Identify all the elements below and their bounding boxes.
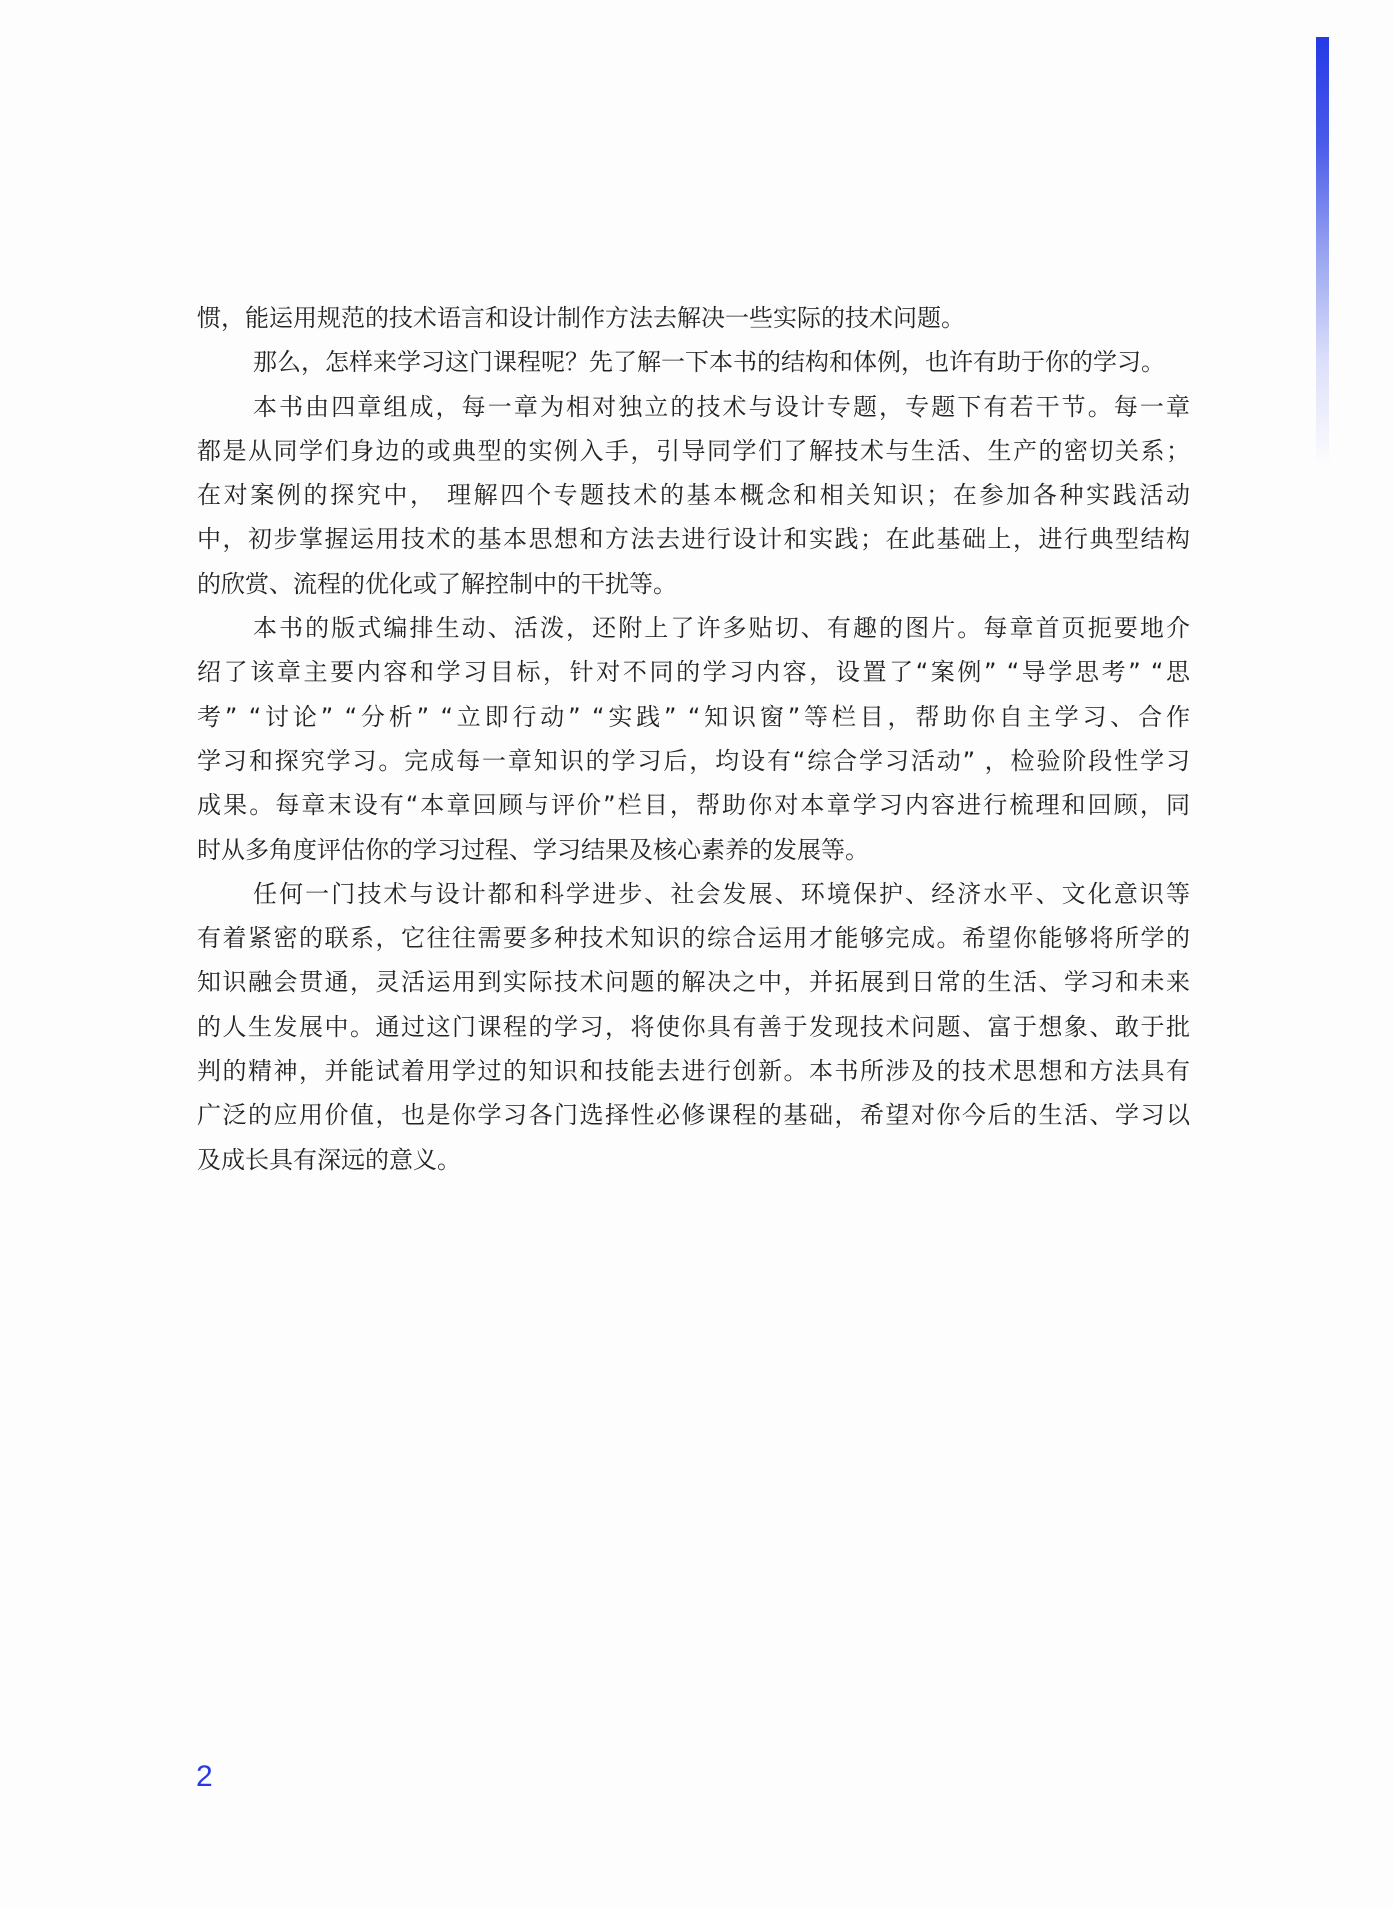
text-line: 知识融会贯通，灵活运用到实际技术问题的解决之中，并拓展到日常的生活、学习和未来	[197, 968, 1190, 997]
text-line: 成果。每章末设有“本章回顾与评价”栏目，帮助你对本章学习内容进行梳理和回顾，同	[197, 791, 1190, 820]
body-text	[197, 296, 1190, 1182]
paragraph	[197, 296, 1190, 340]
text-line: 的欣赏、流程的优化或了解控制中的干扰等。	[197, 569, 677, 598]
text-line: 的人生发展中。通过这门课程的学习，将使你具有善于发现技术问题、富于想象、敢于批	[197, 1012, 1190, 1041]
text-line: 及成长具有深远的意义。	[197, 1145, 461, 1174]
text-line: 广泛的应用价值，也是你学习各门选择性必修课程的基础，希望对你今后的生活、学习以	[197, 1101, 1190, 1130]
text-line: 那么，怎样来学习这门课程呢？先了解一下本书的结构和体例，也许有助于你的学习。	[253, 348, 1165, 377]
page-number: 2	[196, 1760, 213, 1793]
text-line: 惯，能运用规范的技术语言和设计制作方法去解决一些实际的技术问题。	[197, 304, 965, 332]
text-line: 本书的版式编排生动、活泼，还附上了许多贴切、有趣的图片。每章首页扼要地介	[253, 614, 1190, 643]
text-line: 学习和探究学习。完成每一章知识的学习后，均设有“综合学习活动” ，检验阶段性学习	[197, 746, 1190, 775]
text-line: 绍了该章主要内容和学习目标，针对不同的学习内容，设置了“案例” “导学思考” “思	[197, 658, 1190, 687]
paragraph	[197, 606, 1190, 872]
text-line: 本书由四章组成，每一章为相对独立的技术与设计专题，专题下有若干节。每一章	[253, 392, 1190, 421]
decorative-side-bar	[1316, 37, 1329, 467]
text-line: 有着紧密的联系，它往往需要多种技术知识的综合运用才能够完成。希望你能够将所学的	[197, 924, 1190, 953]
text-line: 在对案例的探究中， 理解四个专题技术的基本概念和相关知识；在参加各种实践活动	[197, 481, 1190, 510]
text-line: 时从多角度评估你的学习过程、学习结果及核心素养的发展等。	[197, 835, 869, 864]
text-line: 都是从同学们身边的或典型的实例入手，引导同学们了解技术与生活、生产的密切关系；	[197, 436, 1190, 465]
text-line: 任何一门技术与设计都和科学进步、社会发展、环境保护、经济水平、文化意识等	[253, 879, 1190, 908]
paragraph	[197, 385, 1190, 606]
paragraph	[197, 340, 1190, 384]
text-line: 中，初步掌握运用技术的基本思想和方法去进行设计和实践；在此基础上，进行典型结构	[197, 525, 1190, 554]
paragraph	[197, 872, 1190, 1182]
text-line: 判的精神，并能试着用学过的知识和技能去进行创新。本书所涉及的技术思想和方法具有	[197, 1057, 1190, 1086]
text-line: 考” “讨论” “分析” “立即行动” “实践” “知识窗”等栏目，帮助你自主学习、合作	[197, 702, 1190, 731]
